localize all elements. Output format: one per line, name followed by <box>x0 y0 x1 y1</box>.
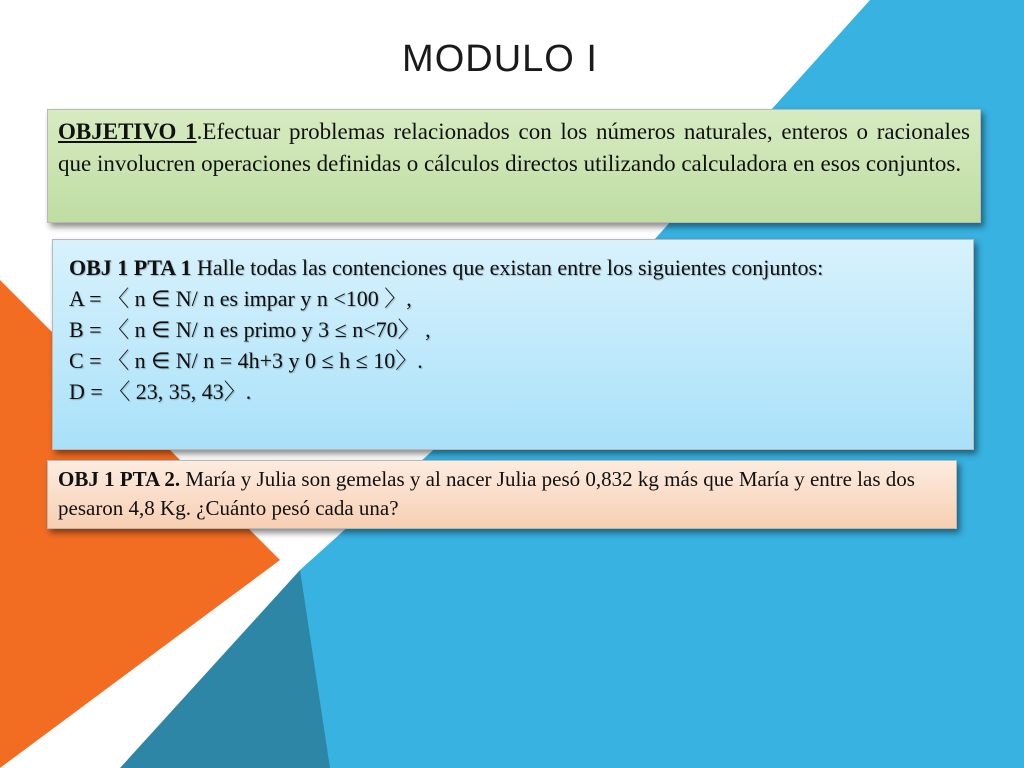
set-c: C = 〈 n ∈ N/ n = 4h+3 y 0 ≤ h ≤ 10〉. <box>69 348 423 373</box>
pta2-label: OBJ 1 PTA 2. <box>58 467 181 491</box>
slide-title: MODULO I <box>402 38 598 80</box>
set-a: A = 〈 n ∈ N/ n es impar y n <100 〉, <box>69 286 412 311</box>
objetivo-label: OBJETIVO 1 <box>58 119 197 144</box>
set-d: D = 〈 23, 35, 43〉. <box>69 379 252 404</box>
set-b: B = 〈 n ∈ N/ n es primo y 3 ≤ n<70〉 , <box>69 317 431 342</box>
pta1-box <box>52 239 974 450</box>
pta1-heading <box>69 252 957 283</box>
objetivo-text: .Efectuar problemas relacionados con los números naturales, enteros o racionales que involucren operaciones definidas o cálculos directos utilizando calculadora en esos conjuntos. <box>58 119 970 176</box>
pta1-label: OBJ 1 PTA 1 <box>69 255 192 280</box>
pta1-text: Halle todas las contenciones que existan entre los siguientes conjuntos: <box>191 255 824 280</box>
pta2-box <box>47 460 957 529</box>
pta2-text: María y Julia son gemelas y al nacer Julia pesó 0,832 kg más que María y entre las dos pesaron 4,8 Kg. ¿Cuánto pesó cada una? <box>58 467 915 520</box>
objetivo-box <box>47 109 981 223</box>
